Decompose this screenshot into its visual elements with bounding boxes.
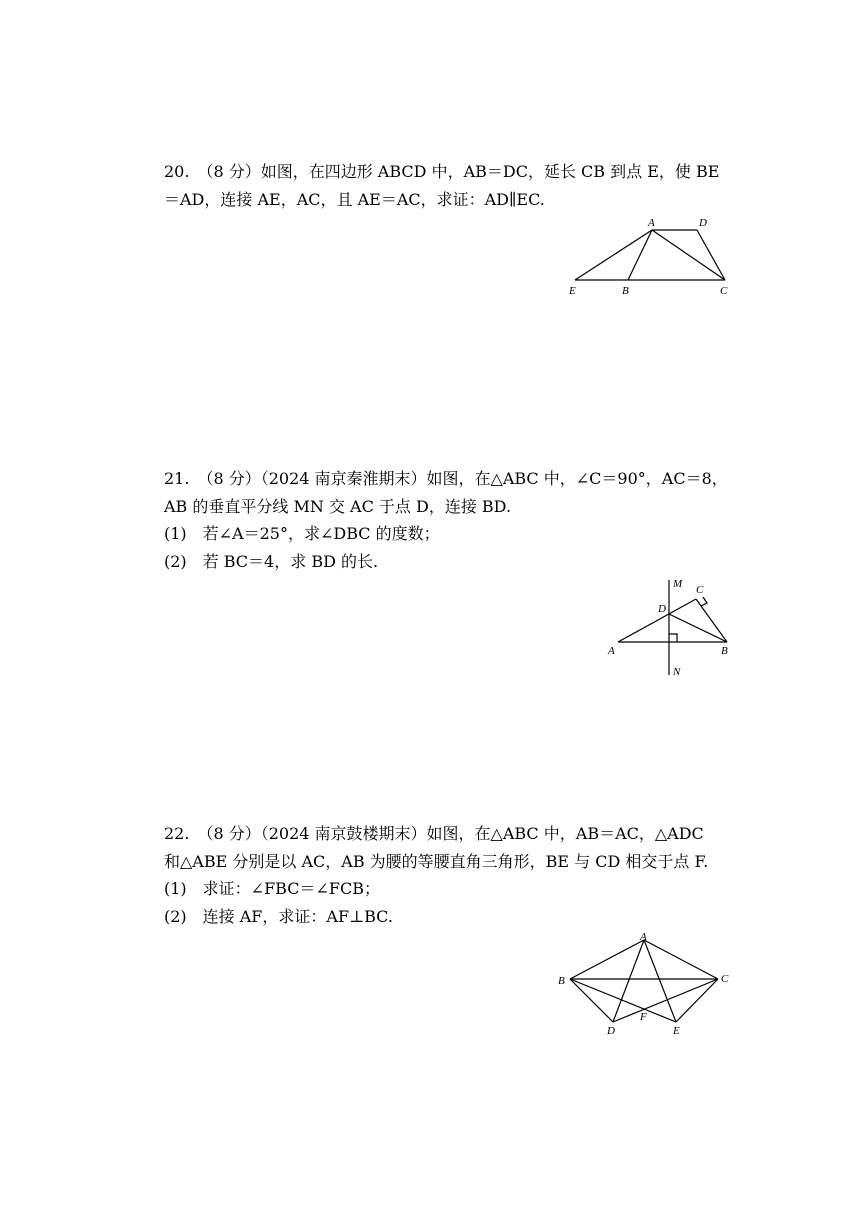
label-f: F [640, 1011, 647, 1023]
segment-ce [676, 979, 718, 1022]
label-b: B [558, 975, 565, 987]
segment-db [669, 614, 727, 642]
label-b: B [622, 285, 629, 297]
label-c: C [720, 285, 728, 297]
label-d: D [658, 603, 666, 615]
label-e: E [569, 285, 576, 297]
segment-cd [613, 979, 718, 1022]
label-c: C [721, 973, 729, 985]
segment-ac [644, 940, 718, 979]
segment-ab [570, 940, 644, 979]
label-d: D [699, 217, 707, 229]
right-angle-mark-c [701, 597, 707, 606]
problem-20-figure [560, 212, 740, 302]
problem-22-line-3: (1) 求证：∠FBC＝∠FCB； [164, 879, 380, 898]
segment-ad [613, 940, 644, 1022]
label-a: A [648, 217, 655, 229]
problem-22-line-2: 和△ABE 分别是以 AC，AB 为腰的等腰直角三角形，BE 与 CD 相交于点 F. [164, 852, 709, 871]
problem-20-line-2: ＝AD，连接 AE，AC，且 AE＝AC，求证：AD∥EC. [164, 190, 545, 209]
label-b: B [721, 645, 728, 657]
segment-be [570, 979, 676, 1022]
problem-22-line-1: 22. （8 分）（2024 南京鼓楼期末）如图，在△ABC 中，AB＝AC，△ADC [164, 824, 704, 843]
label-n: N [673, 666, 681, 678]
problem-20-line-1: 20. （8 分）如图，在四边形 ABCD 中，AB＝DC，延长 CB 到点 E，使 BE [164, 162, 720, 181]
label-m: M [673, 578, 683, 590]
segment-ac [652, 230, 725, 280]
segment-ae [644, 940, 676, 1022]
segment-dc [697, 230, 725, 280]
label-c: C [696, 584, 704, 596]
problem-21-line-2: AB 的垂直平分线 MN 交 AC 于点 D，连接 BD. [164, 497, 512, 516]
label-a: A [640, 931, 647, 943]
problem-22-figure [550, 928, 740, 1040]
problem-22-line-4: (2) 连接 AF，求证：AF⊥BC. [164, 907, 393, 926]
problem-21-figure [600, 575, 750, 685]
right-angle-mark-ab [669, 634, 677, 642]
label-d: D [607, 1025, 615, 1037]
segment-cb [696, 599, 727, 642]
problem-21-line-1: 21. （8 分）（2024 南京秦淮期末）如图，在△ABC 中，∠C＝90°，AC＝8， [164, 469, 728, 488]
label-e: E [673, 1025, 680, 1037]
label-a: A [608, 645, 615, 657]
problem-21-line-3: (1) 若∠A＝25°，求∠DBC 的度数； [164, 524, 440, 543]
problem-21-line-4: (2) 若 BC＝4，求 BD 的长. [164, 552, 379, 571]
segment-ac [618, 599, 696, 642]
segment-bd [570, 979, 613, 1022]
